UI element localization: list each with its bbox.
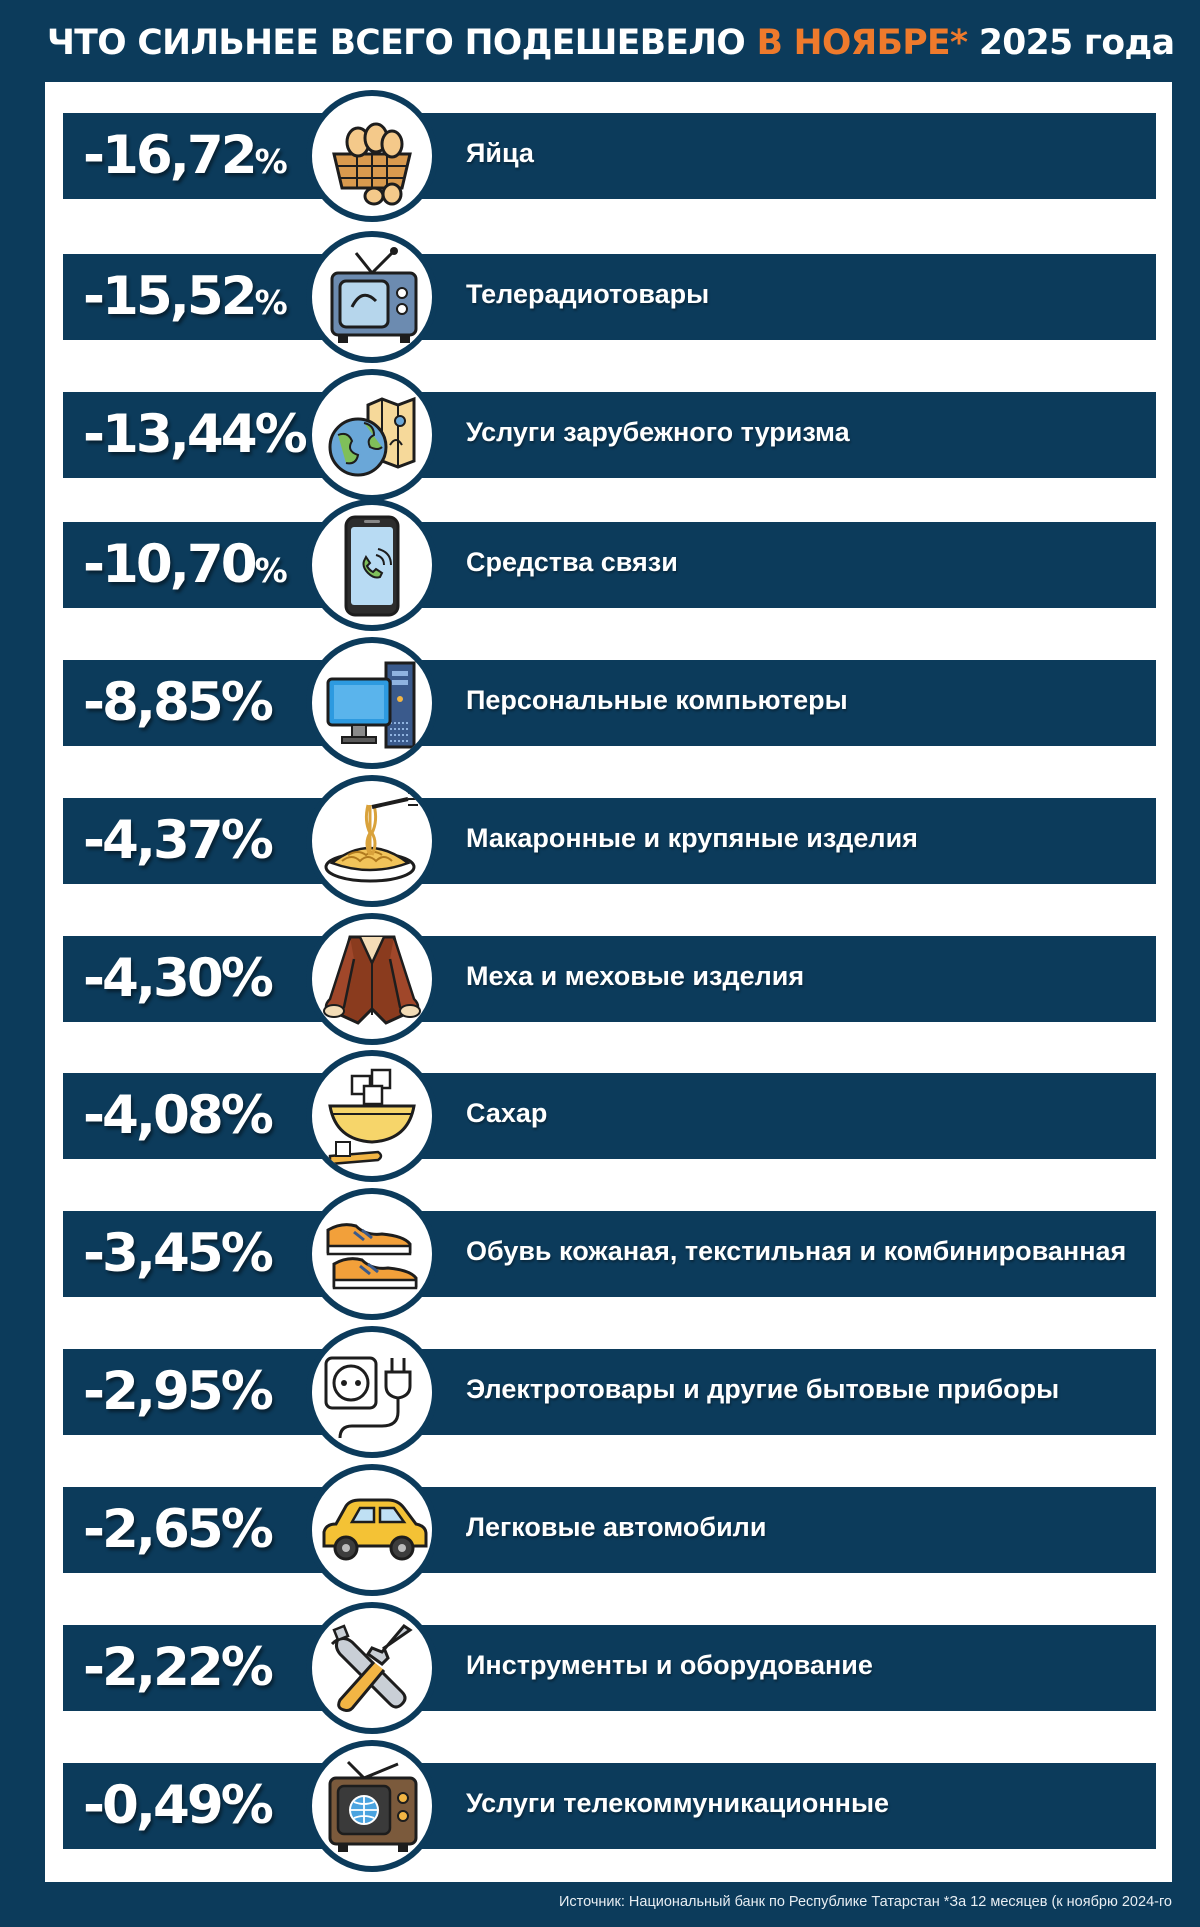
category-label: Легковые автомобили	[466, 1512, 767, 1542]
icon-circle	[312, 1332, 432, 1452]
egg-basket-icon-graphic	[312, 96, 432, 216]
page-title	[47, 23, 1174, 63]
data-label	[83, 1349, 272, 1435]
chart-row	[63, 1625, 1156, 1711]
data-label-number: -3,45	[83, 1223, 221, 1284]
data-label-unit: %	[220, 948, 272, 1009]
category-label: Инструменты и оборудование	[466, 1650, 873, 1680]
desktop-computer-icon-graphic	[312, 643, 432, 763]
data-label-unit: %	[220, 1223, 272, 1284]
category-label: Услуги зарубежного туризма	[466, 417, 850, 447]
icon-circle	[312, 1608, 432, 1728]
data-label	[83, 660, 272, 746]
pasta-plate-icon	[306, 775, 438, 907]
chart-row	[63, 1073, 1156, 1159]
data-label-unit: %	[254, 283, 288, 322]
chart-row	[63, 392, 1156, 478]
data-label	[83, 1625, 272, 1711]
title-highlight: В НОЯБРЕ*	[756, 23, 968, 63]
globe-map-icon	[306, 369, 438, 501]
icon-circle	[312, 1056, 432, 1176]
data-label	[83, 113, 288, 199]
chart-row	[63, 798, 1156, 884]
category-label: Персональные компьютеры	[466, 685, 848, 715]
pasta-plate-icon-graphic	[312, 781, 432, 901]
category-label: Сахар	[466, 1098, 548, 1128]
data-label-number: -0,49	[83, 1775, 221, 1836]
data-label-unit: %	[220, 1361, 272, 1422]
icon-circle	[312, 643, 432, 763]
category-label: Макаронные и крупяные изделия	[466, 823, 918, 853]
tv-set-icon-graphic	[312, 237, 432, 357]
data-label-unit: %	[254, 551, 288, 590]
smartphone-icon-graphic	[312, 505, 432, 625]
data-label-unit: %	[220, 1499, 272, 1560]
data-label-unit: %	[220, 1085, 272, 1146]
chart-row	[63, 936, 1156, 1022]
data-label-number: -13,44	[83, 404, 255, 465]
icon-circle	[312, 781, 432, 901]
sugar-bowl-icon-graphic	[312, 1056, 432, 1176]
icon-circle	[312, 1470, 432, 1590]
icon-circle	[312, 505, 432, 625]
desktop-computer-icon	[306, 637, 438, 769]
data-label	[83, 1763, 272, 1849]
icon-circle	[312, 96, 432, 216]
socket-plug-icon-graphic	[312, 1332, 432, 1452]
data-label-unit: %	[220, 1637, 272, 1698]
chart-row	[63, 1763, 1156, 1849]
data-label	[83, 392, 306, 478]
tv-set-icon	[306, 231, 438, 363]
chart-row	[63, 660, 1156, 746]
data-label	[83, 798, 272, 884]
retro-tv-icon	[306, 1740, 438, 1872]
title-part1: ЧТО СИЛЬНЕЕ ВСЕГО ПОДЕШЕВЕЛО	[47, 23, 746, 63]
globe-map-icon-graphic	[312, 375, 432, 495]
icon-circle	[312, 1194, 432, 1314]
data-label-unit: %	[220, 1775, 272, 1836]
data-label-number: -15,52	[83, 266, 255, 327]
category-label: Средства связи	[466, 547, 678, 577]
data-label-unit: %	[254, 142, 288, 181]
data-label-unit: %	[220, 672, 272, 733]
data-label-number: -4,08	[83, 1085, 221, 1146]
chart-row	[63, 1211, 1156, 1297]
egg-basket-icon	[306, 90, 438, 222]
fur-coat-icon-graphic	[312, 919, 432, 1039]
chart-row	[63, 522, 1156, 608]
car-icon	[306, 1464, 438, 1596]
data-label	[83, 1211, 272, 1297]
sugar-bowl-icon	[306, 1050, 438, 1182]
chart-row	[63, 1487, 1156, 1573]
data-label-unit: %	[254, 404, 306, 465]
data-label	[83, 1073, 272, 1159]
data-label	[83, 254, 288, 340]
smartphone-icon	[306, 499, 438, 631]
header	[0, 0, 1200, 80]
tools-icon-graphic	[312, 1608, 432, 1728]
icon-circle	[312, 375, 432, 495]
chart-row	[63, 1349, 1156, 1435]
data-label	[83, 936, 272, 1022]
data-label-number: -4,30	[83, 948, 221, 1009]
category-label: Электротовары и другие бытовые приборы	[466, 1374, 1060, 1404]
data-label-number: -4,37	[83, 810, 221, 871]
source-note: Источник: Национальный банк по Республике Татарстан *За 12 месяцев (к ноябрю 2024-го	[558, 1894, 1172, 1910]
shoes-icon-graphic	[312, 1194, 432, 1314]
icon-circle	[312, 919, 432, 1039]
data-label-number: -8,85	[83, 672, 221, 733]
category-label: Услуги телекоммуникационные	[466, 1788, 890, 1818]
icon-circle	[312, 1746, 432, 1866]
chart-row	[63, 113, 1156, 199]
category-label: Обувь кожаная, текстильная и комбинированная	[466, 1236, 1127, 1266]
category-label: Яйца	[466, 138, 534, 168]
data-label-number: -2,22	[83, 1637, 221, 1698]
category-label: Меха и меховые изделия	[466, 961, 805, 991]
car-icon-graphic	[312, 1470, 432, 1590]
data-label-unit: %	[220, 810, 272, 871]
data-label-number: -16,72	[83, 125, 255, 186]
data-label	[83, 1487, 272, 1573]
data-label-number: -2,95	[83, 1361, 221, 1422]
socket-plug-icon	[306, 1326, 438, 1458]
category-label: Телерадиотовары	[466, 279, 710, 309]
shoes-icon	[306, 1188, 438, 1320]
data-label-number: -2,65	[83, 1499, 221, 1560]
tools-icon	[306, 1602, 438, 1734]
retro-tv-icon-graphic	[312, 1746, 432, 1866]
chart-panel	[45, 82, 1172, 1882]
chart-row	[63, 254, 1156, 340]
title-part2: 2025 года	[978, 23, 1175, 63]
data-label-number: -10,70	[83, 534, 255, 595]
fur-coat-icon	[306, 913, 438, 1045]
data-label	[83, 522, 288, 608]
icon-circle	[312, 237, 432, 357]
